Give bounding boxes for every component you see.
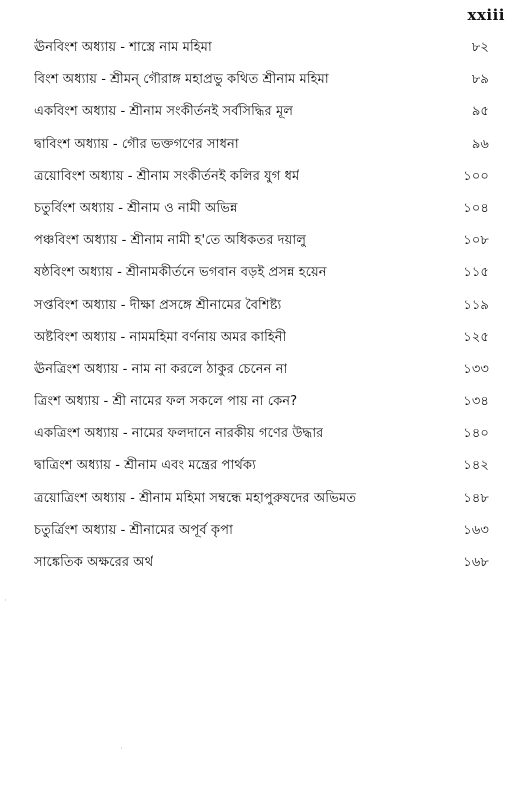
scan-speck: · xyxy=(120,744,123,754)
toc-entry-title: ত্রয়োবিংশ অধ্যায় - শ্রীনাম সংকীর্তনই কলির যুগ ধর্ম xyxy=(34,168,300,184)
toc-entry-page: ১১৫ xyxy=(463,265,489,281)
toc-entry-page: ১০৪ xyxy=(463,200,489,216)
toc-entry-title: দ্বাবিংশ অধ্যায় - গৌর ভক্তগণের সাধনা xyxy=(34,136,239,152)
toc-entry-page: ১৬৮ xyxy=(463,555,489,570)
toc-entry xyxy=(34,296,489,328)
toc-entry-page: ১২৫ xyxy=(463,329,489,345)
toc-entry-title: অষ্টবিংশ অধ্যায় - নামমহিমা বর্ণনায় অমর কাহিনী xyxy=(34,329,287,345)
scan-speck: · xyxy=(4,596,7,606)
toc-entry-title: চতুর্বিংশ অধ্যায় - শ্রীনাম ও নামী অভিন্ন xyxy=(34,200,238,216)
toc-entry xyxy=(34,135,489,167)
toc-entry xyxy=(34,102,489,134)
toc-entry xyxy=(34,70,489,102)
toc-entry-page: ১৩৪ xyxy=(463,394,489,410)
toc-entry xyxy=(34,328,489,360)
toc-entry xyxy=(34,231,489,263)
toc-entry-title: একত্রিংশ অধ্যায় - নামের ফলদানে নারকীয় গণের উদ্ধার xyxy=(34,426,324,442)
toc-entry xyxy=(34,521,489,553)
toc-entry-title: ঊনবিংশ অধ্যায় - শাস্ত্রে নাম মহিমা xyxy=(34,40,212,55)
toc-entry-title: ষষ্ঠবিংশ অধ্যায় - শ্রীনামকীর্তনে ভগবান বড়ই প্রসন্ন হয়েন xyxy=(34,265,327,281)
toc-entry-title: সাঙ্কেতিক অক্ষরের অর্থ xyxy=(34,555,154,570)
toc-entry xyxy=(34,38,489,70)
toc-entry-title: দ্বাত্রিংশ অধ্যায় - শ্রীনাম এবং মন্ত্রের পার্থক্য xyxy=(34,458,256,474)
toc-entry xyxy=(34,553,489,585)
page-number: xxiii xyxy=(467,6,505,24)
toc-entry-title: পঞ্চবিংশ অধ্যায় - শ্রীনাম নামী হ'তে অধিকতর দয়ালু xyxy=(34,233,307,249)
toc-entry xyxy=(34,392,489,424)
toc-entry-title: সপ্তবিংশ অধ্যায় - দীক্ষা প্রসঙ্গে শ্রীনামের বৈশিষ্ট্য xyxy=(34,297,282,313)
toc-entry-page: ১৪৮ xyxy=(463,490,489,506)
toc-entry xyxy=(34,489,489,521)
toc-entry-page: ১৬৩ xyxy=(463,522,489,538)
toc-entry-page: ৯৬ xyxy=(471,136,489,152)
toc-entry-title: একবিংশ অধ্যায় - শ্রীনাম সংকীর্তনই সর্বসিদ্ধির মূল xyxy=(34,104,294,120)
toc-entry-page: ১০৮ xyxy=(463,233,489,249)
table-of-contents xyxy=(34,38,489,585)
toc-entry-title: ত্রয়োত্রিংশ অধ্যায় - শ্রীনাম মহিমা সম্বন্ধে মহাপুরুষদের অভিমত xyxy=(34,490,357,506)
toc-entry-page: ৮৯ xyxy=(471,72,489,88)
toc-entry xyxy=(34,199,489,231)
toc-entry-page: ৯৫ xyxy=(471,104,489,120)
toc-entry xyxy=(34,360,489,392)
toc-entry-title: ঊনত্রিংশ অধ্যায় - নাম না করলে ঠাকুর চেনেন না xyxy=(34,361,288,377)
toc-entry-title: বিংশ অধ্যায় - শ্রীমন্ গৌরাঙ্গ মহাপ্রভু কথিত শ্রীনাম মহিমা xyxy=(34,72,329,88)
toc-entry xyxy=(34,456,489,488)
toc-entry-page: ১০০ xyxy=(463,168,489,184)
toc-entry-page: ১৩৩ xyxy=(463,361,489,377)
toc-entry-title: ত্রিংশ অধ্যায় - শ্রী নামের ফল সকলে পায় না কেন? xyxy=(34,394,298,410)
toc-entry-page: ৮২ xyxy=(471,40,489,55)
toc-entry-page: ১১৯ xyxy=(463,297,489,313)
toc-entry xyxy=(34,263,489,295)
toc-entry-title: চতুর্ত্রিংশ অধ্যায় - শ্রীনামের অপূর্ব কৃপা xyxy=(34,522,233,538)
toc-entry xyxy=(34,167,489,199)
toc-entry-page: ১৪২ xyxy=(463,458,489,474)
toc-entry-page: ১৪০ xyxy=(463,426,489,442)
toc-entry xyxy=(34,424,489,456)
